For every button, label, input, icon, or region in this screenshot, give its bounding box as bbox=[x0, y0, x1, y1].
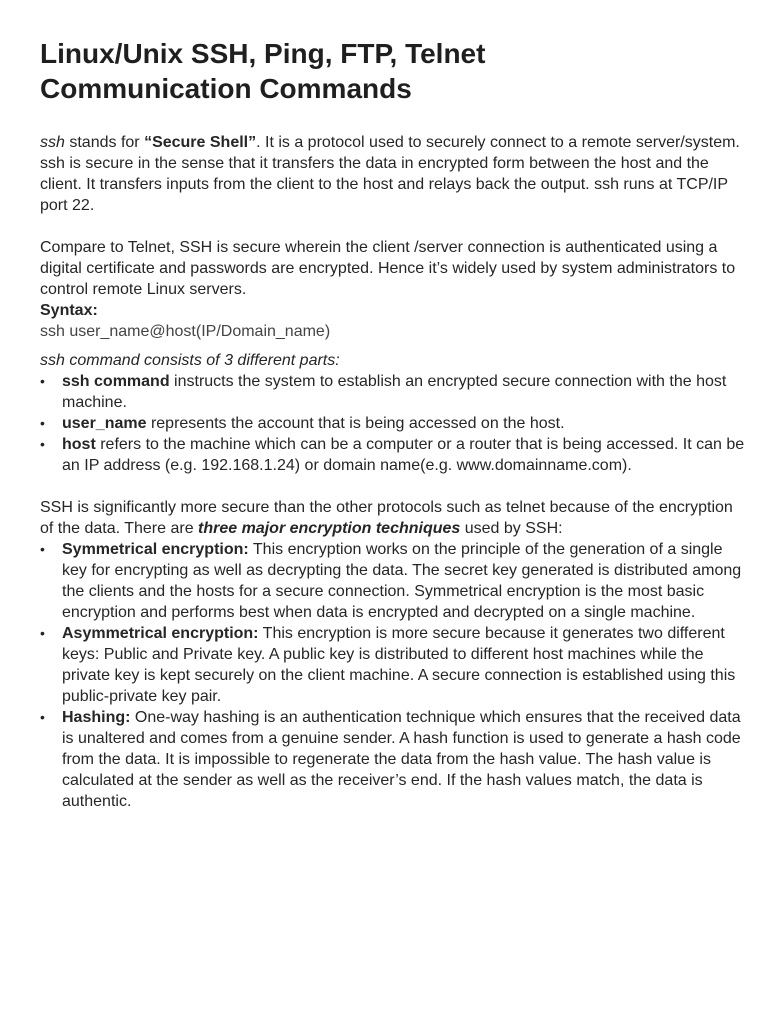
syntax-code: ssh user_name@host(IP/Domain_name) bbox=[40, 323, 331, 340]
encryption-list bbox=[40, 539, 750, 812]
list-item-term: user_name bbox=[62, 415, 147, 432]
bullet-icon: • bbox=[40, 415, 45, 431]
list-item-text: This encryption is more secure because it generates two different keys: Public and Private key. A public key is distributed to different host machines while the private key is kept securely on the client machine. A secure connection is established using this public-private key pair. bbox=[62, 625, 736, 705]
encryption-emphasis: three major encryption techniques bbox=[198, 520, 461, 537]
list-item-text: represents the account that is being accessed on the host. bbox=[146, 415, 565, 432]
syntax-label: Syntax: bbox=[40, 302, 98, 319]
list-item-text: instructs the system to establish an encrypted secure connection with the host machine. bbox=[62, 373, 727, 411]
list-item bbox=[40, 413, 750, 434]
list-item bbox=[40, 539, 750, 623]
parts-intro: ssh command consists of 3 different parts: bbox=[40, 352, 340, 369]
parts-list bbox=[40, 371, 750, 476]
bullet-icon: • bbox=[40, 541, 45, 557]
ssh-term: ssh bbox=[40, 134, 65, 151]
encryption-tail-text: used by SSH: bbox=[460, 520, 563, 537]
list-item-term: Asymmetrical encryption: bbox=[62, 625, 259, 642]
list-item bbox=[40, 707, 750, 812]
intro-paragraph bbox=[40, 132, 750, 216]
list-item-term: host bbox=[62, 436, 96, 453]
page-title-line-2: Communication Commands bbox=[40, 73, 412, 104]
stands-for-text: stands for bbox=[64, 134, 145, 151]
intro-rest-text: . It is a protocol used to securely connect to a remote server/system. ssh is secure in the sense that it transfers the data in encrypted form between the host and the client. It transfers inputs from the client to the host and relays back the output. ssh runs at TCP/IP port 22. bbox=[40, 134, 740, 214]
list-item-term: Hashing: bbox=[62, 709, 131, 726]
bullet-icon: • bbox=[40, 625, 45, 641]
bullet-icon: • bbox=[40, 436, 45, 452]
page-title-line-1: Linux/Unix SSH, Ping, FTP, Telnet bbox=[40, 38, 486, 69]
list-item bbox=[40, 371, 750, 413]
list-item-term: ssh command bbox=[62, 373, 170, 390]
list-item-term: Symmetrical encryption: bbox=[62, 541, 249, 558]
list-item-text: One-way hashing is an authentication technique which ensures that the received data is unaltered and comes from a genuine sender. A hash function is used to generate a hash code from the data. It is impossible to regenerate the data from the hash value. The hash value is calculated at the sender as well as the receiver’s end. If the hash values match, the data is authentic. bbox=[62, 709, 741, 810]
list-item-text: refers to the machine which can be a computer or a router that is being accessed. It can be an IP address (e.g. 192.168.1.24) or domain name(e.g. www.domainname.com). bbox=[62, 436, 745, 474]
encryption-paragraph bbox=[40, 497, 750, 539]
list-item bbox=[40, 623, 750, 707]
list-item bbox=[40, 434, 750, 476]
encryption-lead-text: SSH is significantly more secure than the other protocols such as telnet because of the encryption of the data. There are bbox=[40, 499, 733, 537]
bullet-icon: • bbox=[40, 373, 45, 389]
secure-shell-term: “Secure Shell” bbox=[144, 134, 257, 151]
document-page bbox=[40, 36, 750, 812]
bullet-icon: • bbox=[40, 709, 45, 725]
page-title bbox=[40, 36, 750, 106]
list-item-text: This encryption works on the principle of the generation of a single key for encrypting as well as decrypting the data. The secret key generated is distributed among the clients and the hosts for a secure connection. Symmetrical encryption is the most basic encryption and performs best when data is encrypted and decrypted on a single machine. bbox=[62, 541, 742, 621]
compare-paragraph: Compare to Telnet, SSH is secure wherein the client /server connection is authenticated using a digital certificate and passwords are encrypted. Hence it’s widely used by system administrators to control remote Linux servers. bbox=[40, 239, 736, 298]
